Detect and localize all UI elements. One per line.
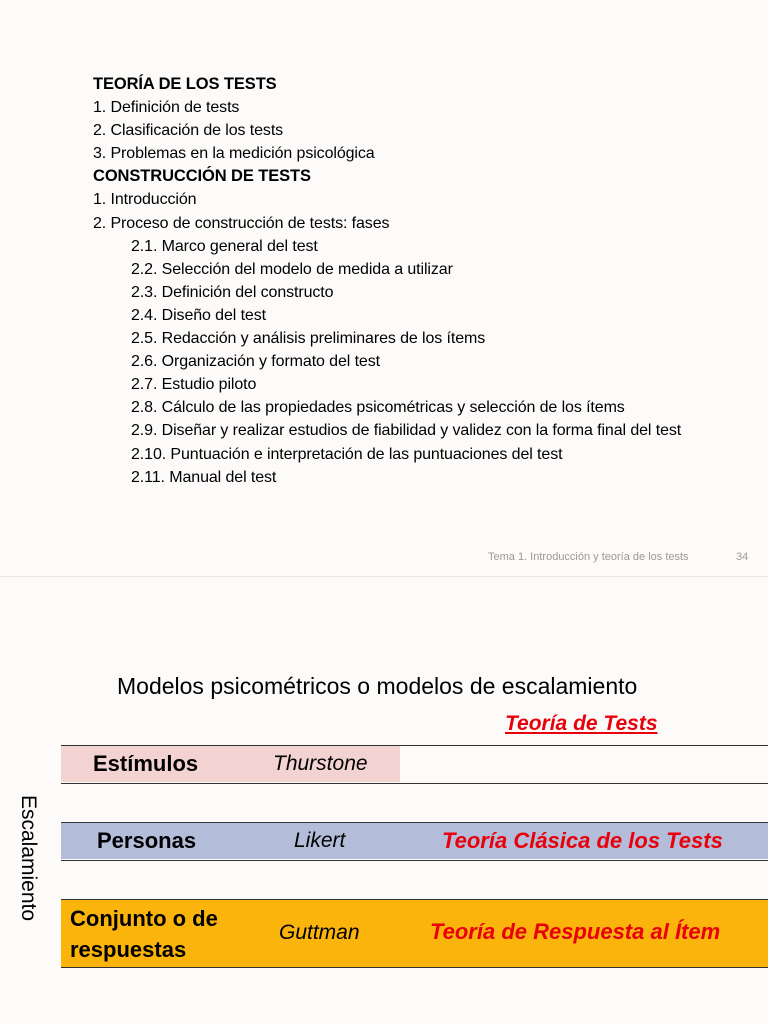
slide-title: Modelos psicométricos o modelos de escalamiento — [117, 673, 638, 699]
table-divider — [61, 783, 768, 784]
row-label: Conjunto o de respuestas — [70, 906, 218, 962]
row-theory: Teoría Clásica de los Tests — [442, 828, 723, 853]
row-model: Likert — [294, 829, 346, 852]
table-divider — [61, 822, 768, 823]
outline-item: 2. Clasificación de los tests — [93, 122, 284, 140]
outline-item: 1. Definición de tests — [93, 99, 240, 117]
outline-item: 3. Problemas en la medición psicológica — [93, 145, 375, 163]
outline-list — [93, 73, 763, 489]
outline-heading: TEORÍA DE LOS TESTS — [93, 75, 277, 93]
outline-heading: CONSTRUCCIÓN DE TESTS — [93, 167, 311, 186]
slide-footer: Tema 1. Introducción y teoría de los tests — [488, 551, 689, 563]
outline-subitem: 2.10. Puntuación e interpretación de las puntuaciones del test — [131, 445, 563, 463]
row-model: Guttman — [279, 921, 360, 944]
table-divider — [61, 899, 768, 900]
table-divider — [61, 860, 768, 861]
outline-subitem: 2.11. Manual del test — [131, 468, 277, 486]
outline-item: 2. Proceso de construcción de tests: fases — [93, 214, 390, 232]
outline-subitem: 2.9. Diseñar y realizar estudios de fiabilidad y validez con la forma final del test — [131, 422, 682, 440]
row-label: Estímulos — [93, 751, 199, 776]
outline-subitem: 2.3. Definición del constructo — [131, 283, 334, 301]
table-divider — [61, 745, 768, 746]
outline-subitem: 2.4. Diseño del test — [131, 306, 266, 324]
table-divider — [61, 967, 768, 968]
row-label: Personas — [97, 828, 197, 853]
outline-subitem: 2.2. Selección del modelo de medida a utilizar — [131, 260, 453, 278]
page-number: 34 — [736, 551, 749, 563]
slide-subtitle: Teoría de Tests — [505, 712, 658, 735]
outline-subitem: 2.8. Cálculo de las propiedades psicométricas y selección de los ítems — [131, 399, 625, 417]
outline-subitem: 2.1. Marco general del test — [131, 237, 318, 255]
outline-subitem: 2.7. Estudio piloto — [131, 376, 257, 394]
row-model: Thurstone — [273, 752, 368, 775]
side-label: Escalamiento — [17, 794, 40, 922]
outline-subitem: 2.6. Organización y formato del test — [131, 353, 380, 371]
row-theory: Teoría de Respuesta al Ítem — [430, 919, 721, 944]
outline-subitem: 2.5. Redacción y análisis preliminares de los ítems — [131, 330, 486, 348]
outline-item: 1. Introducción — [93, 191, 197, 209]
